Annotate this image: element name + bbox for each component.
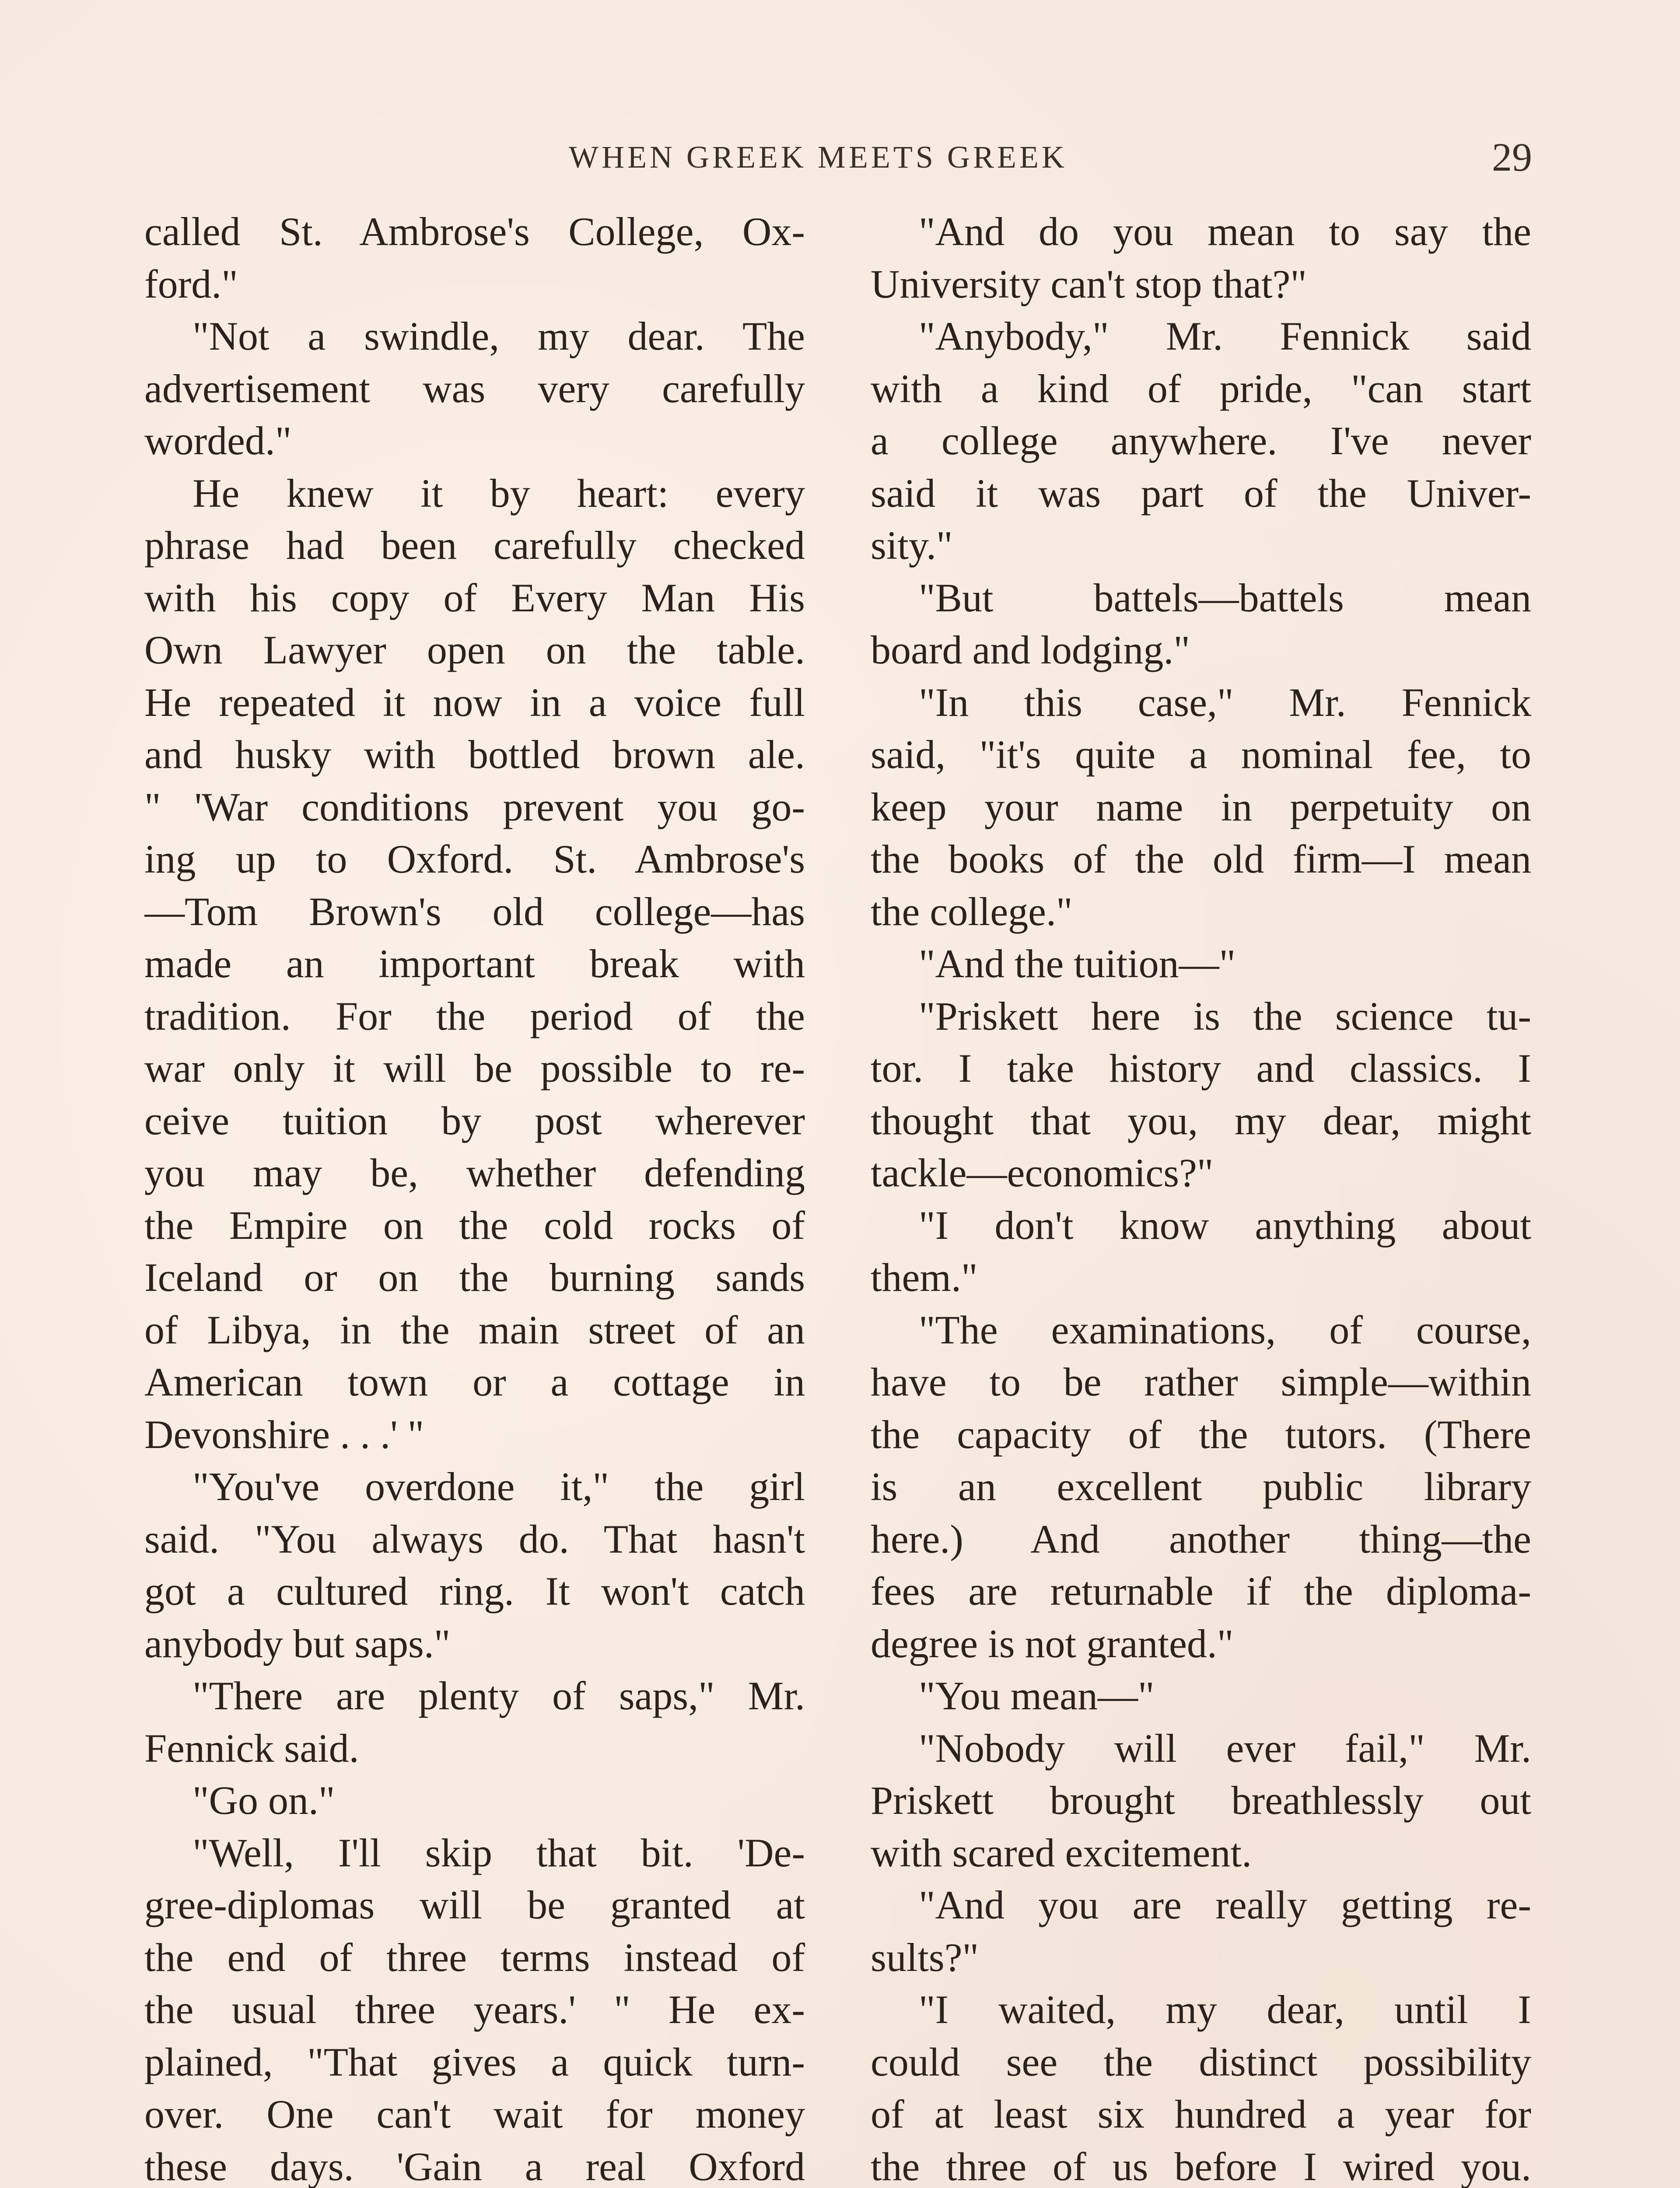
- text-line: sults?": [871, 1935, 979, 1980]
- text-line: tor. I take history and classics. I: [871, 1046, 1531, 1090]
- text-line: "Priskett here is the science tu-: [919, 993, 1531, 1038]
- text-line: Fennick said.: [144, 1725, 359, 1771]
- text-line: University can't stop that?": [871, 261, 1307, 306]
- text-line: and husky with bottled brown ale.: [144, 732, 805, 777]
- text-line: Priskett brought breathlessly out: [871, 1778, 1531, 1823]
- text-line: tradition. For the period of the: [144, 993, 805, 1038]
- text-line: the usual three years.' " He ex-: [144, 1987, 805, 2032]
- text-line: could see the distinct possibility: [871, 2039, 1531, 2084]
- text-line: He repeated it now in a voice full: [144, 680, 805, 725]
- text-line: Iceland or on the burning sands: [144, 1255, 805, 1300]
- text-line: the end of three terms instead of: [144, 1935, 805, 1980]
- text-line: with his copy of Every Man His: [144, 575, 805, 620]
- text-line: gree-diplomas will be granted at: [144, 1883, 805, 1927]
- text-line: "Go on.": [192, 1778, 335, 1823]
- text-line: of at least six hundred a year for: [871, 2092, 1531, 2136]
- text-line: "In this case," Mr. Fennick: [919, 680, 1531, 725]
- text-line: have to be rather simple—within: [871, 1360, 1531, 1404]
- text-line: —Tom Brown's old college—has: [144, 889, 805, 934]
- running-title: WHEN GREEK MEETS GREEK: [569, 140, 1068, 175]
- right-text-column: [871, 206, 1531, 2188]
- text-line: over. One can't wait for money: [144, 2092, 805, 2136]
- text-line: "And the tuition—": [919, 941, 1236, 986]
- text-line: of Libya, in the main street of an: [144, 1307, 805, 1352]
- text-line: these days. 'Gain a real Oxford: [144, 2144, 805, 2188]
- text-line: "You've overdone it," the girl: [192, 1464, 805, 1509]
- text-line: "I waited, my dear, until I: [919, 1987, 1531, 2032]
- text-line: the books of the old firm—I mean: [871, 837, 1531, 881]
- text-line: with scared excitement.: [871, 1830, 1252, 1875]
- text-line: the capacity of the tutors. (There: [871, 1412, 1531, 1457]
- text-line: worded.": [144, 418, 292, 463]
- text-line: "But battels—battels mean: [919, 575, 1531, 620]
- text-line: tackle—economics?": [871, 1150, 1214, 1195]
- text-line: "The examinations, of course,: [919, 1307, 1531, 1352]
- text-line: said, "it's quite a nominal fee, to: [871, 732, 1531, 777]
- text-line: here.) And another thing—the: [871, 1516, 1531, 1561]
- text-line: He knew it by heart: every: [192, 470, 805, 515]
- left-text-column: [144, 206, 805, 2188]
- text-line: Devonshire . . .' ": [144, 1412, 424, 1457]
- text-line: "I don't know anything about: [919, 1203, 1531, 1248]
- text-line: keep your name in perpetuity on: [871, 784, 1531, 829]
- text-line: a college anywhere. I've never: [871, 418, 1531, 463]
- text-line: advertisement was very carefully: [144, 366, 805, 411]
- text-line: ford.": [144, 261, 238, 306]
- text-line: "There are plenty of saps," Mr.: [192, 1673, 805, 1718]
- text-line: ceive tuition by post wherever: [144, 1098, 805, 1143]
- text-line: the three of us before I wired you.: [871, 2144, 1531, 2188]
- text-line: got a cultured ring. It won't catch: [144, 1569, 805, 1613]
- text-line: made an important break with: [144, 941, 805, 986]
- text-line: the college.": [871, 889, 1073, 934]
- text-line: anybody but saps.": [144, 1621, 451, 1666]
- text-line: war only it will be possible to re-: [144, 1046, 805, 1090]
- text-line: phrase had been carefully checked: [144, 523, 805, 568]
- text-line: said it was part of the Univer-: [871, 470, 1531, 515]
- text-line: "You mean—": [919, 1673, 1155, 1718]
- text-line: is an excellent public library: [871, 1464, 1531, 1509]
- text-line: them.": [871, 1255, 978, 1300]
- text-line: sity.": [871, 523, 953, 568]
- text-line: called St. Ambrose's College, Ox-: [144, 209, 805, 254]
- text-line: Own Lawyer open on the table.: [144, 628, 805, 672]
- text-line: "Anybody," Mr. Fennick said: [919, 314, 1531, 358]
- text-line: " 'War conditions prevent you go-: [144, 784, 805, 829]
- text-line: degree is not granted.": [871, 1621, 1234, 1666]
- page-number: 29: [1492, 135, 1532, 179]
- text-line: you may be, whether defending: [144, 1150, 805, 1195]
- text-line: plained, "That gives a quick turn-: [144, 2039, 805, 2084]
- text-line: "Not a swindle, my dear. The: [192, 314, 805, 358]
- text-line: said. "You always do. That hasn't: [144, 1516, 805, 1561]
- text-line: board and lodging.": [871, 628, 1190, 672]
- text-line: ing up to Oxford. St. Ambrose's: [144, 837, 805, 881]
- text-line: "Well, I'll skip that bit. 'De-: [192, 1830, 805, 1875]
- text-line: thought that you, my dear, might: [871, 1098, 1531, 1143]
- text-line: fees are returnable if the diploma-: [871, 1569, 1531, 1613]
- text-line: "And you are really getting re-: [919, 1883, 1531, 1927]
- text-line: with a kind of pride, "can start: [871, 366, 1531, 411]
- text-line: "And do you mean to say the: [919, 209, 1531, 254]
- text-line: "Nobody will ever fail," Mr.: [919, 1725, 1531, 1771]
- text-line: American town or a cottage in: [144, 1360, 805, 1404]
- text-line: the Empire on the cold rocks of: [144, 1203, 805, 1248]
